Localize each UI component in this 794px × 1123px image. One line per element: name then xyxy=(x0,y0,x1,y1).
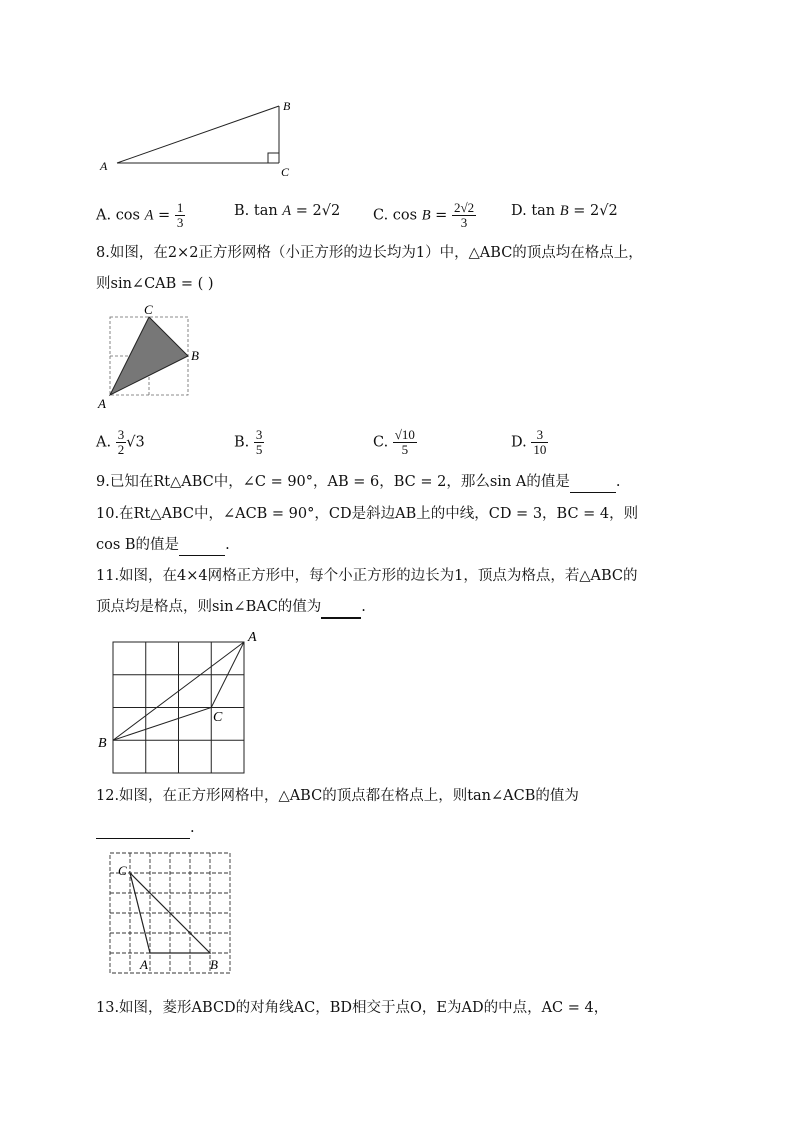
q11-text-line1: 11.如图，在4×4网格正方形中，每个小正方形的边长为1，顶点为格点，若△ABC的 xyxy=(96,568,638,584)
q11-text-line2: 顶点均是格点，则sin∠BAC的值为 . xyxy=(96,597,366,619)
q8-option-a: A. $\frac{3}{2}$ √3 xyxy=(96,427,145,457)
q9-answer-blank[interactable] xyxy=(570,472,616,493)
q7-label-c: C xyxy=(281,165,290,179)
q11-answer-blank[interactable] xyxy=(321,597,361,619)
q10-text-line2: cos B的值是 . xyxy=(96,535,230,556)
q7-triangle-figure xyxy=(92,95,302,180)
q12-text-line2: . xyxy=(96,818,195,839)
q8-option-d: D. $\frac{3}{10}$ xyxy=(511,427,547,457)
q8-label-b: B xyxy=(191,348,199,363)
q12-answer-blank[interactable] xyxy=(96,818,190,839)
q12-label-b: B xyxy=(210,957,218,972)
q8-option-b: B. $\frac{3}{5}$ xyxy=(234,427,263,457)
q7-option-a: A. cos A = $\frac{1}{3}$ xyxy=(96,200,184,230)
q7-option-c: C. cos B = $\frac{2√2}{3}$ xyxy=(373,200,475,230)
q7-option-b: B. tan A = 2√2 xyxy=(234,203,341,219)
q12-text-line1: 12.如图，在正方形网格中，△ABC的顶点都在格点上，则tan∠ACB的值为 xyxy=(96,788,579,804)
q8-label-c: C xyxy=(144,302,153,317)
q9-text: 9.已知在Rt△ABC中，∠C = 90°，AB = 6，BC = 2，那么sin A的值是 . xyxy=(96,472,620,493)
q11-label-a: A xyxy=(248,630,257,645)
q12-grid-figure xyxy=(100,845,235,980)
q7-option-d: D. tan B = 2√2 xyxy=(511,203,618,219)
q11-label-b: B xyxy=(98,736,107,751)
q8-text-line1: 8.如图，在2×2正方形网格（小正方形的边长均为1）中，△ABC的顶点均在格点上， xyxy=(96,245,643,261)
q7-label-a: A xyxy=(100,159,108,173)
q13-text-line1: 13.如图，菱形ABCD的对角线AC，BD相交于点O，E为AD的中点，AC = 4， xyxy=(96,1000,609,1016)
q7-label-b: B xyxy=(283,99,291,113)
q11-label-c: C xyxy=(213,710,223,725)
q8-label-a: A xyxy=(98,396,106,411)
q8-option-c: C. $\frac{√10}{5}$ xyxy=(373,427,415,457)
q8-text-line2: 则sin∠CAB = ( ) xyxy=(96,276,214,292)
q10-answer-blank[interactable] xyxy=(179,535,225,556)
q8-grid-figure xyxy=(95,300,210,412)
q12-label-a: A xyxy=(140,957,148,972)
q10-text-line1: 10.在Rt△ABC中，∠ACB = 90°，CD是斜边AB上的中线，CD = 3，BC = 4，则 xyxy=(96,506,639,522)
q12-label-c: C xyxy=(118,863,127,878)
q11-grid-figure xyxy=(92,625,272,780)
